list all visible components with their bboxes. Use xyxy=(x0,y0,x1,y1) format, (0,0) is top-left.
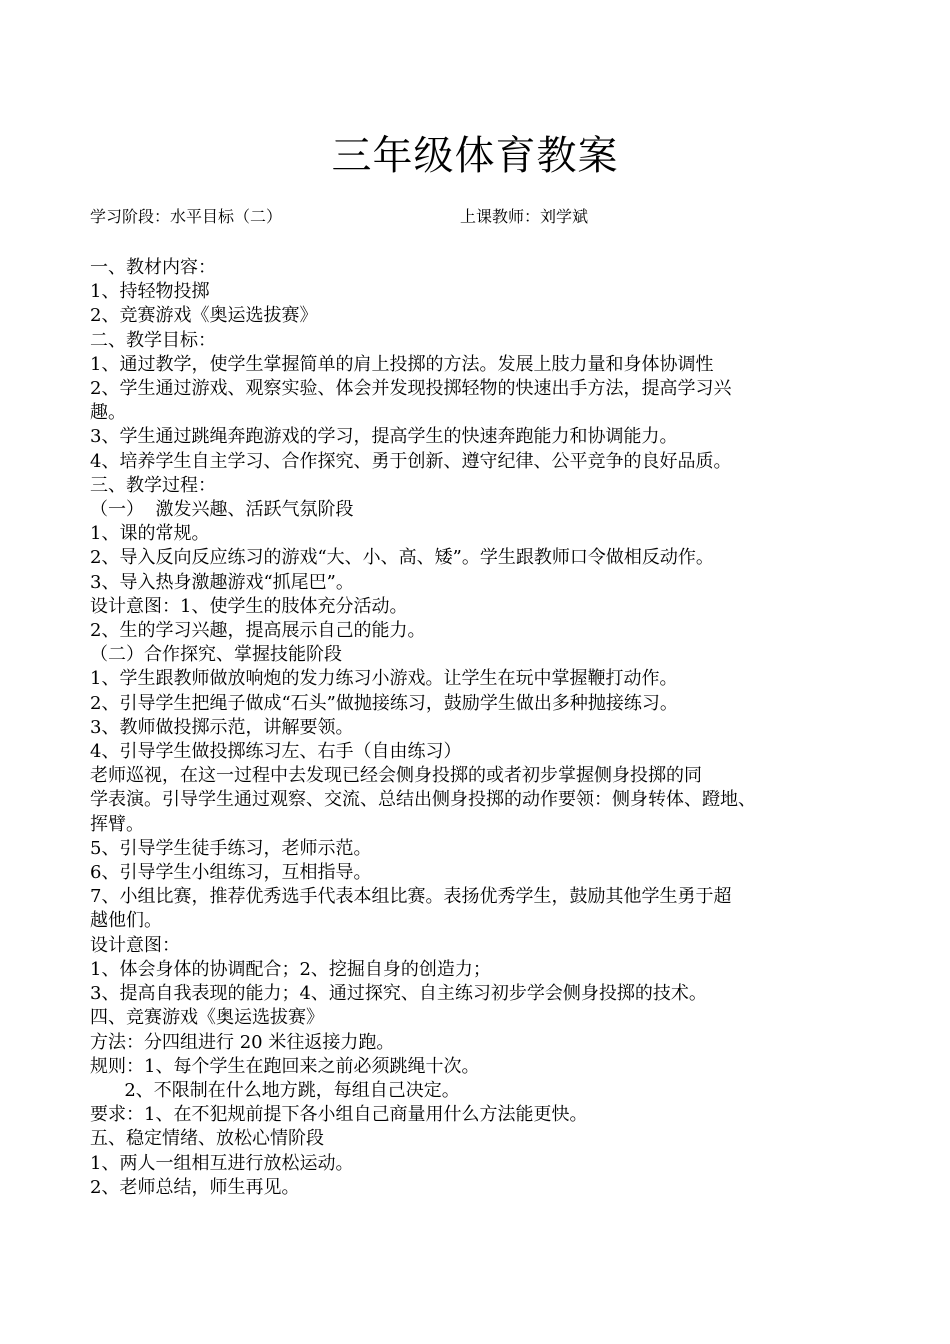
text-line: 3、学生通过跳绳奔跑游戏的学习，提高学生的快速奔跑能力和协调能力。 xyxy=(90,426,678,448)
text-line: 2、老师总结，师生再见。 xyxy=(90,1176,300,1198)
text-line: 4、培养学生自主学习、合作探究、勇于创新、遵守纪律、公平竞争的良好品质。 xyxy=(90,450,732,472)
learning-stage: 学习阶段：水平目标（二） xyxy=(90,207,283,226)
document-body xyxy=(90,256,865,1200)
text-line: 1、学生跟教师做放响炮的发力练习小游戏。让学生在玩中掌握鞭打动作。 xyxy=(90,668,678,690)
subsection-heading: （一） 激发兴趣、活跃气氛阶段 xyxy=(90,499,354,521)
text-line: 2、不限制在什么地方跳，每组自己决定。 xyxy=(90,1079,460,1101)
text-line: 设计意图：1、使学生的肢体充分活动。 xyxy=(90,595,408,617)
text-line: 老师巡视，在这一过程中去发现已经会侧身投掷的或者初步掌握侧身投掷的同 xyxy=(90,765,702,787)
text-line: 1、课的常规。 xyxy=(90,523,210,545)
document-title: 三年级体育教案 xyxy=(331,133,619,179)
text-line: 6、引导学生小组练习，互相指导。 xyxy=(90,862,372,884)
text-line: 要求：1、在不犯规前提下各小组自己商量用什么方法能更快。 xyxy=(90,1104,588,1126)
subsection-heading: （二）合作探究、掌握技能阶段 xyxy=(90,644,342,666)
section-heading: 五、稳定情绪、放松心情阶段 xyxy=(90,1128,324,1150)
section-heading: 四、竞赛游戏《奥运选拔赛》 xyxy=(90,1007,324,1029)
text-line: 规则：1、每个学生在跑回来之前必须跳绳十次。 xyxy=(90,1055,480,1077)
text-line: 1、两人一组相互进行放松运动。 xyxy=(90,1152,354,1174)
text-line: 设计意图： xyxy=(90,934,180,956)
text-line: 2、引导学生把绳子做成“石头”做抛接练习，鼓励学生做出多种抛接练习。 xyxy=(90,692,678,714)
text-line: 2、导入反向反应练习的游戏“大、小、高、矮”。学生跟教师口令做相反动作。 xyxy=(90,547,714,569)
text-line: 1、体会身体的协调配合；2、挖掘自身的创造力； xyxy=(90,958,491,980)
text-line: 趣。 xyxy=(90,402,126,424)
text-line: 1、通过教学，使学生掌握简单的肩上投掷的方法。发展上肢力量和身体协调性 xyxy=(90,353,714,375)
text-line: 2、竞赛游戏《奥运选拔赛》 xyxy=(90,305,318,327)
section-heading: 二、教学目标： xyxy=(90,329,216,351)
text-line: 3、教师做投掷示范，讲解要领。 xyxy=(90,716,354,738)
text-line: 挥臂。 xyxy=(90,813,144,835)
text-line: 2、学生通过游戏、观察实验、体会并发现投掷轻物的快速出手方法，提高学习兴 xyxy=(90,378,732,400)
text-line: 3、提高自我表现的能力；4、通过探究、自主练习初步学会侧身投掷的技术。 xyxy=(90,983,707,1005)
teacher-name: 上课教师：刘学斌 xyxy=(460,207,589,226)
text-line: 2、生的学习兴趣，提高展示自己的能力。 xyxy=(90,620,426,642)
section-heading: 三、教学过程： xyxy=(90,474,216,496)
text-line: 3、导入热身激趣游戏“抓尾巴”。 xyxy=(90,571,354,593)
section-heading: 一、教材内容： xyxy=(90,257,216,278)
text-line: 方法：分四组进行 20 米往返接力跑。 xyxy=(90,1031,395,1053)
text-line: 越他们。 xyxy=(90,910,162,932)
text-line: 1、持轻物投掷 xyxy=(90,281,210,303)
text-line: 5、引导学生徒手练习，老师示范。 xyxy=(90,837,372,859)
text-line: 7、小组比赛，推荐优秀选手代表本组比赛。表扬优秀学生，鼓励其他学生勇于超 xyxy=(90,886,732,908)
text-line: 学表演。引导学生通过观察、交流、总结出侧身投掷的动作要领：侧身转体、蹬地、 xyxy=(90,789,756,811)
text-line: 4、引导学生做投掷练习左、右手（自由练习） xyxy=(90,741,462,763)
